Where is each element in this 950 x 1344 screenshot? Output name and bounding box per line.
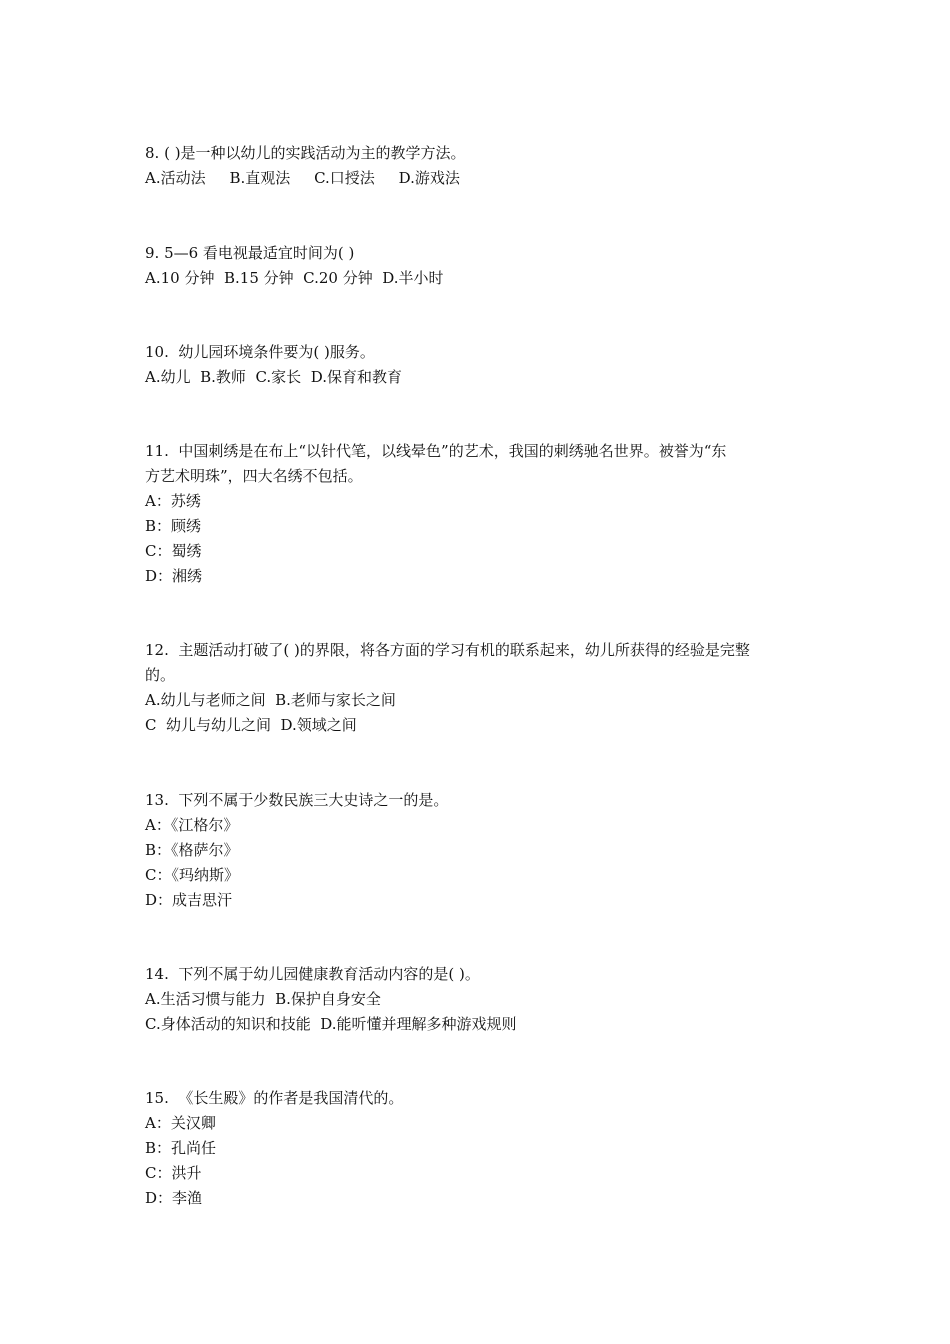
option-b: B：孔尚任: [145, 1139, 217, 1157]
option-c: C：洪升: [145, 1164, 202, 1182]
question-stem: 9. 5—6 看电视最适宜时间为( ): [145, 244, 355, 262]
option-a: A：关汉卿: [145, 1114, 216, 1132]
question-13: [145, 788, 815, 913]
question-stem: 15. 《长生殿》的作者是我国清代的。: [145, 1089, 404, 1107]
answer-options-row-1: A.幼儿与老师之间 B.老师与家长之间: [145, 691, 396, 709]
question-12: [145, 638, 815, 738]
question-stem: 13. 下列不属于少数民族三大史诗之一的是。: [145, 791, 449, 809]
answer-options: A.幼儿 B.教师 C.家长 D.保育和教育: [145, 368, 402, 386]
question-8: [145, 141, 815, 191]
option-d: D：李渔: [145, 1189, 203, 1207]
question-14: [145, 962, 815, 1037]
question-stem: 10. 幼儿园环境条件要为( )服务。: [145, 343, 375, 361]
question-stem: 8. ( )是一种以幼儿的实践活动为主的教学方法。: [145, 144, 466, 162]
answer-options-row-2: C.身体活动的知识和技能 D.能听懂并理解多种游戏规则: [145, 1015, 517, 1033]
option-c: C：蜀绣: [145, 542, 202, 560]
question-stem: 11. 中国刺绣是在布上“以针代笔，以线晕色”的艺术，我国的刺绣驰名世界。被誉为“东: [145, 442, 727, 460]
question-9: [145, 241, 815, 291]
question-stem-continued: 的。: [145, 666, 176, 684]
answer-options-row-2: C 幼儿与幼儿之间 D.领域之间: [145, 716, 357, 734]
answer-options: A.活动法 B.直观法 C.口授法 D.游戏法: [145, 169, 460, 187]
question-10: [145, 340, 815, 390]
option-b: B：《格萨尔》: [145, 841, 239, 859]
answer-options-row-1: A.生活习惯与能力 B.保护自身安全: [145, 990, 381, 1008]
option-d: D：湘绣: [145, 567, 203, 585]
option-c: C：《玛纳斯》: [145, 866, 239, 884]
question-stem: 12. 主题活动打破了( )的界限，将各方面的学习有机的联系起来，幼儿所获得的经验是完整: [145, 641, 750, 659]
question-15: [145, 1086, 815, 1211]
question-stem: 14. 下列不属于幼儿园健康教育活动内容的是( )。: [145, 965, 480, 983]
option-a: A：苏绣: [145, 492, 201, 510]
answer-options: A.10 分钟 B.15 分钟 C.20 分钟 D.半小时: [145, 269, 444, 287]
option-b: B：顾绣: [145, 517, 202, 535]
question-stem-continued: 方艺术明珠”，四大名绣不包括。: [145, 467, 363, 485]
option-a: A：《江格尔》: [145, 816, 239, 834]
option-d: D：成吉思汗: [145, 891, 233, 909]
question-11: [145, 439, 815, 589]
